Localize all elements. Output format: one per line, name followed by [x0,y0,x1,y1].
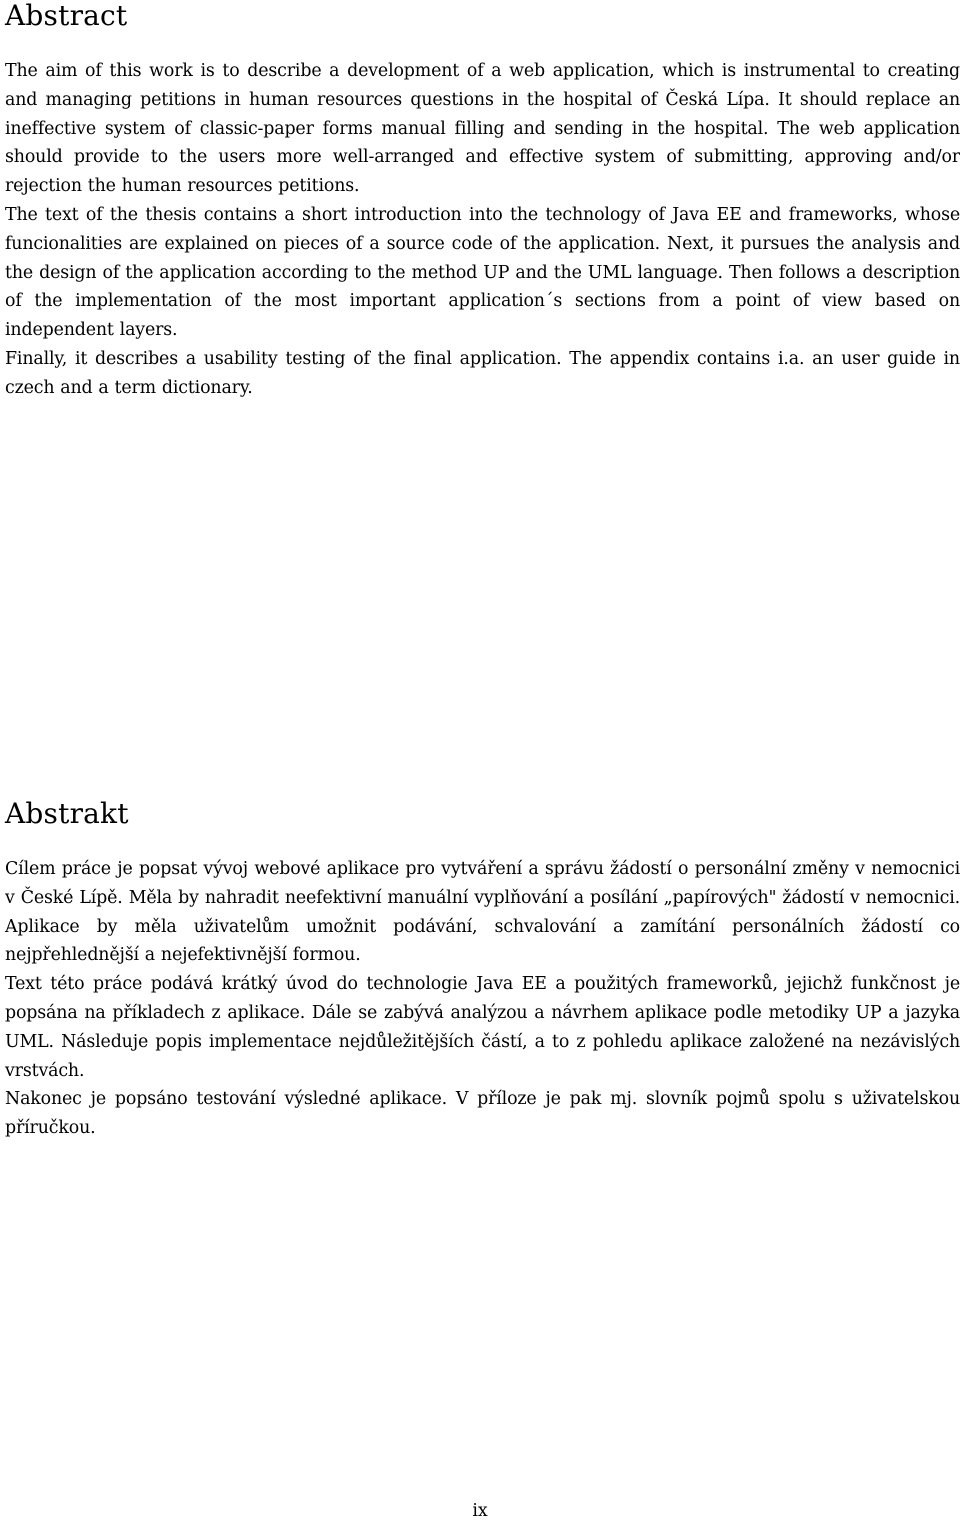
abstrakt-czech-section [5,798,960,1143]
abstrakt-paragraph-3: Nakonec je popsáno testování výsledné aplikace. V příloze je pak mj. slovník pojmů spolu s uživatelskou příručkou. [5,1089,960,1139]
abstract-heading: Abstract [5,0,128,32]
abstract-paragraph-2: The text of the thesis contains a short introduction into the technology of Java EE and frameworks, whose funcionalities are explained on pieces of a source code of the application. Next, it pursues the analysis and the design of the application according to the method UP and the UML language. Then follows a description of the implementation of the most important application´s sections from a point of view based on independent layers. [5,204,960,341]
abstrakt-heading: Abstrakt [5,797,129,830]
abstrakt-body [5,855,960,1143]
page-number: ix [472,1501,488,1521]
abstract-english-section [5,0,960,403]
abstract-paragraph-1: The aim of this work is to describe a development of a web application, which is instrumental to creating and managing petitions in human resources questions in the hospital of Česká Lípa. It should replace an ineffective system of classic-paper forms manual filling and sending in the hospital. The web application should provide to the users more well-arranged and effective system of submitting, approving and/or rejection the human resources petitions. [5,61,960,197]
abstrakt-paragraph-1: Cílem práce je popsat vývoj webové aplikace pro vytváření a správu žádostí o personální změny v nemocnici v České Lípě. Měla by nahradit neefektivní manuální vyplňování a posílání „papírových" žádostí v nemocnici. Aplikace by měla uživatelům umožnit podávání, schvalování a zamítání personálních žádostí co nejpřehlednější a nejefektivnější formou. [5,859,960,966]
abstrakt-paragraph-2: Text této práce podává krátký úvod do technologie Java EE a použitých frameworků, jejichž funkčnost je popsána na příkladech z aplikace. Dále se zabývá analýzou a návrhem aplikace podle metodiky UP a jazyka UML. Následuje popis implementace nejdůležitějších částí, a to z pohledu aplikace založené na nezávislých vrstvách. [5,974,960,1081]
abstract-paragraph-3: Finally, it describes a usability testing of the final application. The appendix contains i.a. an user guide in czech and a term dictionary. [5,348,960,398]
abstract-body [5,57,960,403]
